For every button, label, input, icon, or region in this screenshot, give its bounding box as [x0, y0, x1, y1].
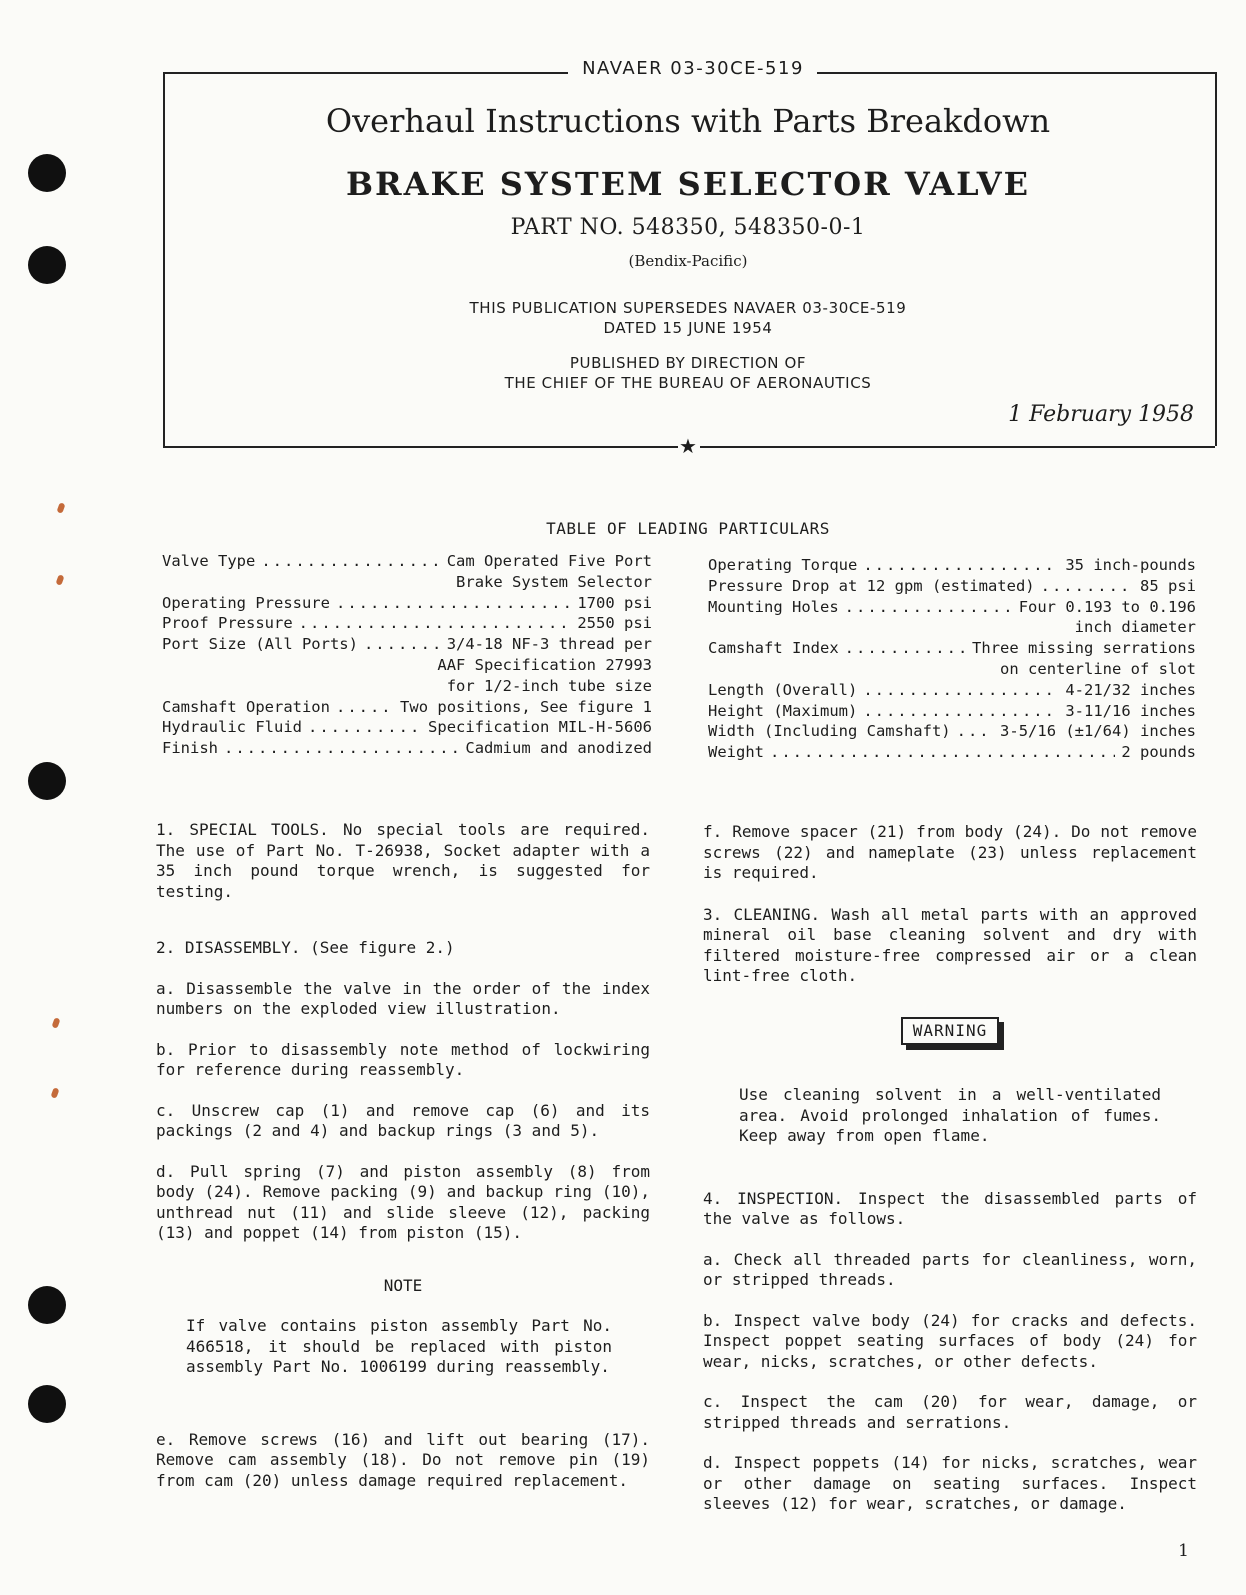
dot-leader	[1041, 576, 1134, 597]
particular-value: for 1/2-inch tube size	[446, 676, 652, 695]
dot-leader	[863, 555, 1059, 576]
publisher-notice: PUBLISHED BY DIRECTION OF THE CHIEF OF THE BUREAU OF AERONAUTICS	[504, 354, 872, 392]
particular-label: Weight	[708, 743, 764, 762]
note-heading: NOTE	[383, 1275, 423, 1295]
particular-row	[708, 638, 1196, 659]
dot-leader	[863, 701, 1059, 722]
particular-label: Width (Including Camshaft)	[708, 722, 951, 741]
inspection-heading: 4. INSPECTION. Inspect the disassembled parts of the valve as follows.	[703, 1188, 1197, 1228]
margin-mark	[56, 502, 65, 513]
particular-label: Operating Torque	[708, 556, 858, 574]
dot-leader	[299, 613, 572, 634]
disassembly-step-d: d. Pull spring (7) and piston assembly (8) from body (24). Remove packing (9) and backup ring (10), unthread nut (11) and slide sleeve (12), packing (13) and poppet (14) from piston (15).	[156, 1161, 650, 1242]
cleaning-paragraph: 3. CLEANING. Wash all metal parts with an approved mineral oil base cleaning solvent and dry with filtered moisture-free compressed air or a clean lint-free cloth.	[703, 904, 1197, 985]
particulars-right	[708, 555, 1196, 763]
particular-label: Length (Overall)	[708, 680, 858, 699]
particular-value: inch diameter	[1074, 618, 1196, 637]
particular-row	[708, 576, 1196, 597]
disassembly-step-b: b. Prior to disassembly note method of lockwiring for reference during reassembly.	[156, 1039, 650, 1079]
warning-wrap	[703, 1017, 1197, 1046]
particular-row	[708, 742, 1196, 763]
particular-continuation	[162, 655, 652, 676]
particulars-title: TABLE OF LEADING PARTICULARS	[546, 519, 830, 538]
particular-value: AAF Specification 27993	[437, 655, 652, 674]
inspection-step-c: c. Inspect the cam (20) for wear, damage, or stripped threads and serrations.	[703, 1392, 1197, 1432]
disassembly-step-f: f. Remove spacer (21) from body (24). Do not remove screws (22) and nameplate (23) unless replacement is required.	[703, 822, 1197, 882]
header-rule	[163, 446, 678, 448]
dot-leader	[224, 738, 459, 759]
particular-row	[162, 717, 652, 738]
particular-value: 1700 psi	[577, 593, 652, 612]
header-rule	[700, 446, 1215, 448]
document-title: BRAKE SYSTEM SELECTOR VALVE	[345, 165, 1030, 203]
part-number: PART NO. 548350, 548350-0-1	[510, 215, 866, 240]
note-body: If valve contains piston assembly Part No. 466518, it should be replaced with piston assembly Part No. 1006199 during reassembly.	[186, 1316, 612, 1376]
particular-label: Height (Maximum)	[708, 701, 858, 720]
publication-date: 1 February 1958	[1008, 402, 1194, 427]
dot-leader	[336, 697, 394, 718]
warning-body: Use cleaning solvent in a well-ventilated area. Avoid prolonged inhalation of fumes. Keep away from open flame.	[739, 1085, 1161, 1145]
particular-row	[708, 680, 1196, 701]
particular-value: 3-11/16 inches	[1065, 701, 1196, 720]
particular-label: Mounting Holes	[708, 597, 839, 616]
particular-value: 3-5/16 (±1/64) inches	[1000, 722, 1196, 741]
inspection-step-d: d. Inspect poppets (14) for nicks, scratches, wear or other damage on seating surfaces. Inspect sleeves (12) for wear, scratches, or damage.	[703, 1453, 1197, 1513]
particular-label: Camshaft Index	[708, 639, 839, 658]
particular-continuation	[708, 617, 1196, 638]
particular-label: Finish	[162, 739, 218, 758]
punch-hole	[28, 1286, 66, 1324]
punch-hole	[28, 762, 66, 800]
particular-value: Two positions, See figure 1	[400, 697, 652, 716]
particular-value: Brake System Selector	[456, 572, 652, 591]
particular-row	[162, 738, 652, 759]
dot-leader	[261, 551, 440, 572]
particular-value: 35 inch-pounds	[1065, 556, 1196, 574]
particular-label: Proof Pressure	[162, 614, 293, 633]
document-subtitle: Overhaul Instructions with Parts Breakdown	[325, 102, 1051, 140]
margin-mark	[50, 1087, 59, 1098]
particular-row	[708, 597, 1196, 618]
dot-leader	[336, 593, 571, 614]
manufacturer: (Bendix-Pacific)	[628, 252, 748, 270]
particular-value: 85 psi	[1140, 576, 1196, 595]
particular-value: 3/4-18 NF-3 thread per	[446, 635, 652, 654]
body-left-column	[156, 820, 650, 1491]
particular-row	[708, 555, 1196, 576]
particular-row	[162, 551, 652, 572]
dot-leader	[308, 717, 422, 738]
particular-continuation	[162, 572, 652, 593]
particular-label: Valve Type	[162, 552, 256, 570]
particular-value: Cadmium and anodized	[465, 739, 652, 758]
special-tools-paragraph: 1. SPECIAL TOOLS. No special tools are required. The use of Part No. T-26938, Socket adapter with a 35 inch pound torque wrench, is suggested for testing.	[156, 820, 650, 901]
particular-row	[162, 613, 652, 634]
star-icon: ★	[679, 434, 697, 458]
particular-row	[162, 634, 652, 655]
disassembly-heading: 2. DISASSEMBLY. (See figure 2.)	[156, 938, 455, 957]
particular-row	[708, 701, 1196, 722]
particular-label: Camshaft Operation	[162, 697, 330, 716]
particular-value: on centerline of slot	[1000, 659, 1196, 678]
dot-leader	[845, 638, 966, 659]
dot-leader	[364, 634, 441, 655]
particular-continuation	[708, 659, 1196, 680]
particular-value: Specification MIL-H-5606	[428, 718, 652, 737]
particular-label: Hydraulic Fluid	[162, 718, 302, 737]
particular-row	[708, 721, 1196, 742]
page-number: 1	[1178, 1541, 1189, 1561]
margin-mark	[51, 1017, 60, 1028]
dot-leader	[770, 742, 1115, 763]
particular-row	[162, 697, 652, 718]
particular-value: Three missing serrations	[972, 639, 1196, 658]
supersedes-notice: THIS PUBLICATION SUPERSEDES NAVAER 03-30CE-519 DATED 15 JUNE 1954	[469, 299, 907, 337]
particular-row	[162, 593, 652, 614]
header-rule	[817, 72, 1215, 74]
punch-hole	[28, 246, 66, 284]
punch-hole	[28, 1385, 66, 1423]
particulars-left	[162, 551, 652, 759]
particular-value: 2550 psi	[577, 614, 652, 633]
particular-label: Pressure Drop at 12 gpm (estimated)	[708, 576, 1035, 595]
particular-value: 4-21/32 inches	[1065, 680, 1196, 699]
dot-leader	[863, 680, 1059, 701]
dot-leader	[957, 721, 994, 742]
margin-mark	[55, 574, 64, 585]
disassembly-step-e: e. Remove screws (16) and lift out bearing (17). Remove cam assembly (18). Do not remove pin (19) from cam (20) unless damage required replacement.	[156, 1429, 650, 1490]
document-number: NAVAER 03-30CE-519	[582, 58, 804, 79]
warning-label: WARNING	[901, 1017, 999, 1046]
particular-continuation	[162, 676, 652, 697]
punch-hole	[28, 154, 66, 192]
body-right-column	[703, 822, 1197, 1515]
particular-label: Operating Pressure	[162, 593, 330, 612]
particular-value: 2 pounds	[1121, 743, 1196, 762]
particular-label: Port Size (All Ports)	[162, 635, 358, 654]
particular-value: Four 0.193 to 0.196	[1018, 597, 1196, 616]
disassembly-step-c: c. Unscrew cap (1) and remove cap (6) and its packings (2 and 4) and backup rings (3 and 5).	[156, 1100, 650, 1140]
disassembly-step-a: a. Disassemble the valve in the order of the index numbers on the exploded view illustration.	[156, 978, 650, 1018]
inspection-step-a: a. Check all threaded parts for cleanliness, worn, or stripped threads.	[703, 1249, 1197, 1289]
inspection-step-b: b. Inspect valve body (24) for cracks and defects. Inspect poppet seating surfaces of body (24) for wear, nicks, scratches, or other defects.	[703, 1310, 1197, 1371]
dot-leader	[845, 597, 1013, 618]
header-rule	[163, 72, 568, 74]
particular-value: Cam Operated Five Port	[446, 552, 652, 570]
